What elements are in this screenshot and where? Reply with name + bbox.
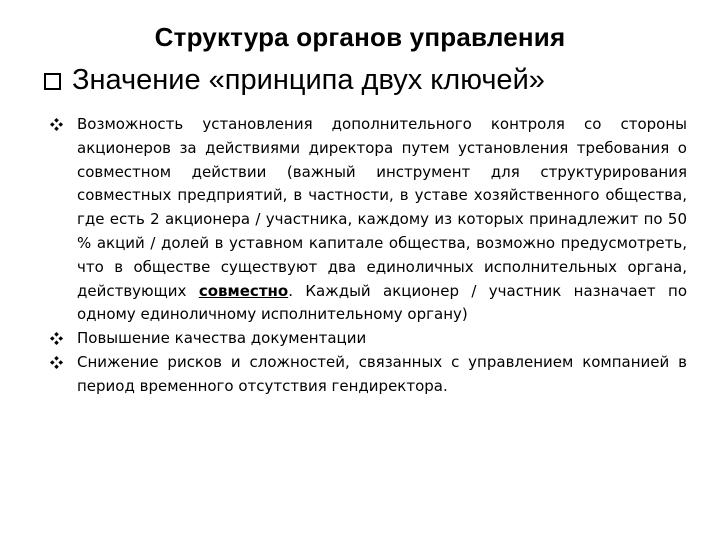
diamond-bullet-icon (50, 332, 63, 345)
section-heading (44, 64, 694, 97)
bullet-list (50, 113, 687, 399)
bullet-text: Повышение качества документации (77, 329, 367, 348)
diamond-bullet-icon (50, 118, 63, 131)
bullet-text: Снижение рисков и сложностей, связанных с управлением компанией в период временного отсутствия гендиректора. (77, 352, 687, 395)
bullet-emphasis: совместно (198, 281, 289, 300)
hollow-square-bullet-icon (44, 73, 61, 90)
bullet-item (50, 113, 687, 327)
diamond-bullet-icon (50, 356, 63, 369)
bullet-text-part: . Каждый акционер / участник назначает по одному единоличному исполнительному органу) (77, 281, 688, 324)
bullet-item (50, 351, 687, 399)
bullet-text-part: Возможность установления дополнительного контроля со стороны акционеров за действиями директора путем установления требования о совместном действии (важный инструмент для структурирования совместных предприятий, в частности, в уставе хозяйственного общества, где есть 2 акционера / участника, каждому из которых принадлежит по 50 % акций / долей в уставном капитале общества, возможно предусмотреть, что в обществе существуют два единоличных исполнительных органа, действующих (77, 115, 687, 300)
bullet-item (50, 327, 687, 351)
slide-title: Структура органов управления (154, 22, 566, 52)
section-heading-text: Значение «принципа двух ключей» (72, 64, 545, 96)
